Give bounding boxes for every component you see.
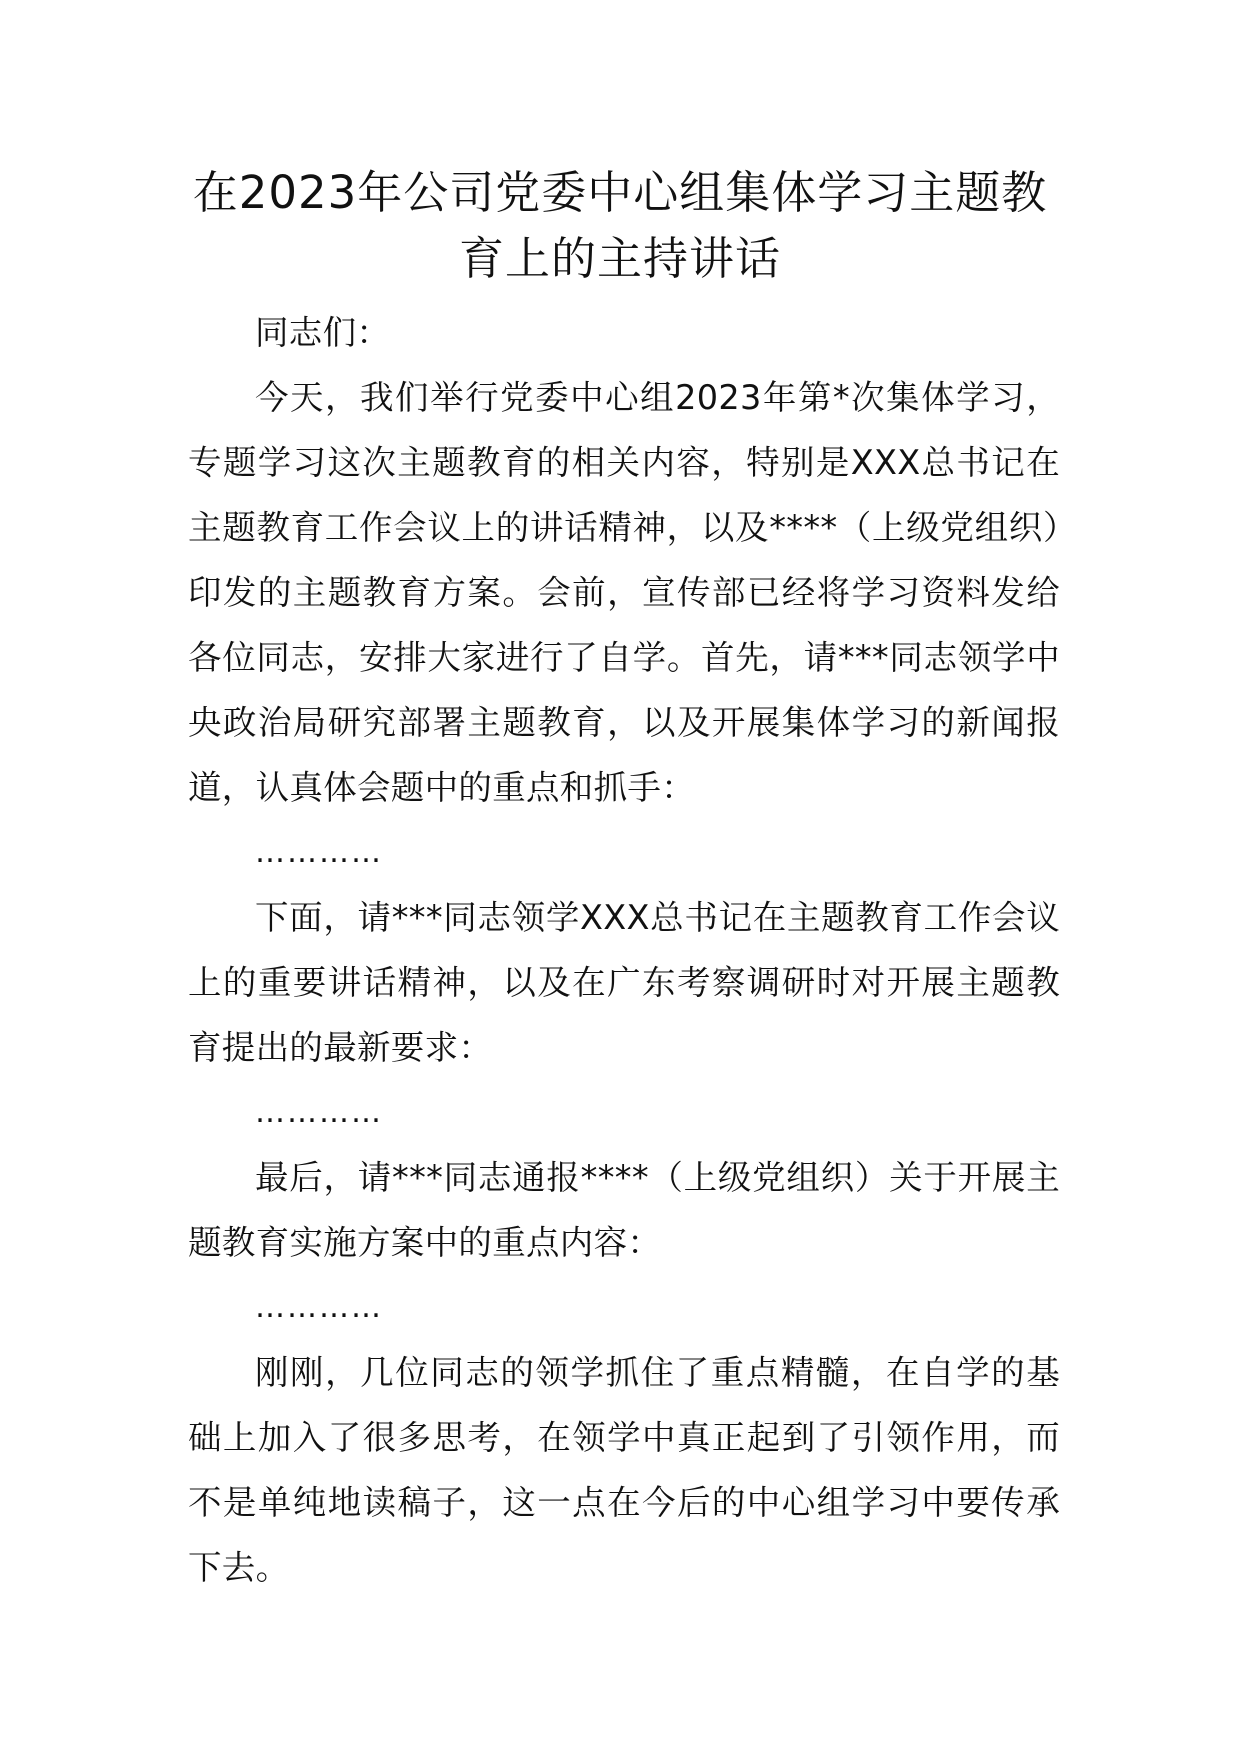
ellipsis-2: ………… [255,1095,383,1130]
paragraph-opening: 今天，我们举行党委中心组2023年第*次集体学习，专题学习这次主题教育的相关内容，特别是XXX总书记在主题教育工作会议上的讲话精神，以及****（上级党组织）印发的主题教育方案。会前，宣传部已经将学习资料发给各位同志，安排大家进行了自学。首先，请***同志领学中央政治局研究部署主题教育，以及开展集体学习的新闻报道，认真体会题中的重点和抓手： [188,378,1060,807]
salutation: 同志们： [255,313,391,352]
paragraph-summary: 刚刚，几位同志的领学抓住了重点精髓，在自学的基础上加入了很多思考，在领学中真正起到了引领作用，而不是单纯地读稿子，这一点在今后的中心组学习中要传承下去。 [188,1353,1060,1587]
title-line-1: 在2023年公司党委中心组集体学习主题教 [192,166,1048,219]
ellipsis-1: ………… [255,835,383,870]
paragraph-second-reading: 下面，请***同志领学XXX总书记在主题教育工作会议上的重要讲话精神，以及在广东考察调研时对开展主题教育提出的最新要求： [188,898,1060,1067]
document-title [150,160,1090,292]
document-body [188,300,1060,1600]
ellipsis-3: ………… [255,1290,383,1325]
paragraph-final-reading: 最后，请***同志通报****（上级党组织）关于开展主题教育实施方案中的重点内容： [188,1158,1060,1262]
title-line-2: 育上的主持讲话 [458,232,781,285]
